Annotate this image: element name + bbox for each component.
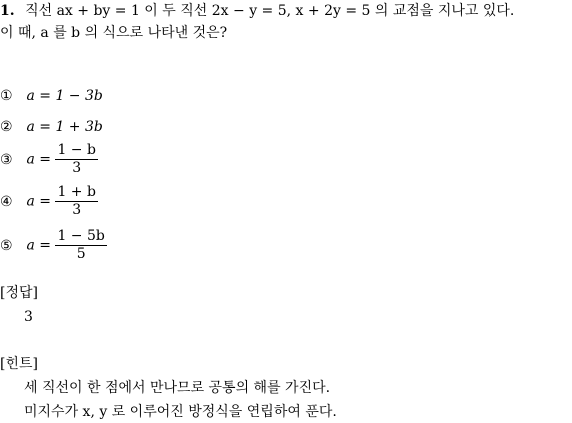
choice-1-expr: 1 − 3b [55,88,103,104]
choice-1-lhs: a = [26,88,51,104]
question-header [0,2,514,20]
choice-5-fraction [55,228,106,263]
choice-2[interactable] [0,119,103,135]
choice-4[interactable] [0,184,98,219]
choice-5-mark: ⑤ [0,237,13,254]
choice-3-mark: ③ [0,151,13,168]
choice-4-fraction [55,184,98,219]
hint-line2: 미지수가 x, y 로 이루어진 방정식을 연립하여 푼다. [24,404,337,420]
choice-1[interactable] [0,88,103,104]
choice-3-fraction [55,142,98,177]
choice-5-numerator: 1 − 5b [57,228,105,244]
question-number: 1. [0,3,15,19]
choice-3[interactable] [0,142,98,177]
choice-4-lhs: a = [26,193,51,210]
choice-1-mark: ① [0,88,13,104]
question-stem-line2: 이 때, a 를 b 의 식으로 나타낸 것은? [0,25,228,41]
choice-3-numerator: 1 − b [57,142,96,158]
choice-5-lhs: a = [26,237,51,254]
choice-5-denominator: 5 [76,246,86,262]
question-stem-line1: 직선 ax + by = 1 이 두 직선 2x − y = 5, x + 2y = 5 의 교점을 지나고 있다. [25,3,515,19]
choice-2-mark: ② [0,119,13,135]
answer-value: 3 [24,309,33,325]
hint-heading: [힌트] [0,356,38,372]
choice-4-denominator: 3 [72,202,82,218]
choice-5[interactable] [0,228,107,263]
choice-2-lhs: a = [26,119,51,135]
choice-3-denominator: 3 [72,160,82,176]
choice-4-mark: ④ [0,193,13,210]
choice-2-expr: 1 + 3b [55,119,103,135]
choice-4-numerator: 1 + b [57,184,96,200]
answer-heading: [정답] [0,285,38,301]
choice-3-lhs: a = [26,151,51,168]
hint-line1: 세 직선이 한 점에서 만나므로 공통의 해를 가진다. [24,380,331,396]
